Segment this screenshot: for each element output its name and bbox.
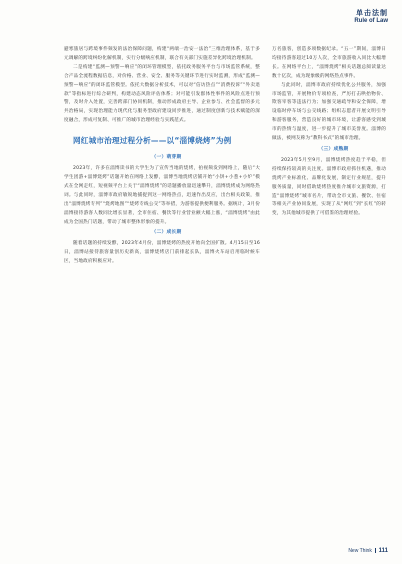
left-column xyxy=(64,46,260,267)
column-title-en: Rule of Law xyxy=(354,18,388,24)
subsection-heading-3: （三）成熟期 xyxy=(318,146,349,152)
footer-divider xyxy=(375,548,376,553)
column-header xyxy=(354,8,388,24)
paragraph: 二是构建“监测—预警—响应”的闭环管理模型，依托政务服务平台与市场监管系统，整合产品全流程数据信息，对价格、营业、安全、服务等关键环节进行实时监测，形成“监测—预警—响应”的闭环监管模型。依托大数据分析技术，可以对“信访热点”“消费投诉”“外卖退款”等指标进行综合研判，构建动态风险评估体系；对可能引发群体性事件的风险点进行预警，及时介入处置，完善跨部门协同机制，推动形成政府主导、企业参与、社会监督的多元共治格局，实现治理能力现代化与服务型政府建设同步推进，通过制度创新与技术赋能的深度融合，形成可复制、可推广的城市治理经验与实践范式。 xyxy=(64,64,260,124)
page-footer xyxy=(348,548,388,554)
paragraph: 万名旅客，创造多项数据纪录。“五一”期间，淄博日均接待游客超过10万人次，全市旅游收入同比大幅增长。在网络平台上，“淄博烧烤”相关话题总阅读量达数十亿次，成为现象级的网络热点事件。 xyxy=(272,47,386,79)
column-title-cn: 单击法制 xyxy=(356,9,388,17)
paragraph: 与此同时，淄博市政府持续优化公共服务，加强市场监管，开展物价专项检查，严厉打击哄抬物价、欺客宰客等违法行为；加强交通疏导和安全保障，增设临时停车场与公交线路；组织志愿者开展文明引导和游客服务，营造良好的城市环境，让游客感受到城市的热情与温度，进一步提升了城市美誉度。淄博的做法，被网友称为“教科书式”的城市治理。 xyxy=(272,82,386,142)
paragraph: 2023年5月至9月，淄博烧烤热度趋于平稳，但持续保持较高的关注度。淄博市政府抓住机遇，推动烧烤产业标准化、品牌化发展，制定行业规范，提升服务质量，同时借助烧烤热度推介城市文旅资源，打造“淄博烧烤”城市名片，带动全市文旅、餐饮、住宿等相关产业协同发展，实现了从“网红”到“长红”的转变，为其他城市提供了可借鉴的治理经验。 xyxy=(272,157,386,217)
paragraph: 避寒旅居与跨境事件频发的法治保障问题，构建“两端一治安一法治”三维治理体系，基于多元调解的跨境纠纷化解机制，实行分级响应机制，联合有关部门实施差异化跨境治理机制。 xyxy=(64,47,260,61)
magazine-name: New Think xyxy=(348,548,372,554)
right-column xyxy=(272,46,386,219)
section-heading: 网红城市治理过程分析——以“淄博烧烤”为例 xyxy=(73,136,232,146)
subsection-heading-1: （一）萌芽期 xyxy=(151,155,182,161)
paragraph: 随着话题的持续发酵，2023年4月份，淄博烧烤的热度开始向全国扩散。4月15日至16日，淄博站接待旅客量创历史新高，淄博烧烤店门前排起长队，淄博火车站启用临时候车区，当地政府积极应对。 xyxy=(64,241,260,265)
paragraph: 2023年，许多在淄博读书的大学生为了宣传当地的烧烤，拍视频发到网络上，随后“大学生团游+淄博烧烤”话题开始在网络上发酵，淄博当地烧烤店铺开始“小饼+小葱+小炉”模式在全网走红，短视频平台上关于“淄博烧烤”的话题播放量迅速攀升，淄博烧烤成为网络热词。与此同时，淄博市政府敏锐地捕捉到这一网络热点，迅速作出反应，出台相关政策，推出“淄博烧烤专列”“烧烤地图”“烧烤专线公交”等举措，为游客提供便利服务。据统计，3月份淄博接待游客人数同比增长显著，全市住宿、餐饮等行业营业额大幅上涨，“淄博烧烤”由此成为全国热门话题，带动了城市整体形象的提升。 xyxy=(64,166,260,225)
subsection-heading-2: （二）成长期 xyxy=(151,230,182,236)
page-number: 111 xyxy=(378,548,388,554)
